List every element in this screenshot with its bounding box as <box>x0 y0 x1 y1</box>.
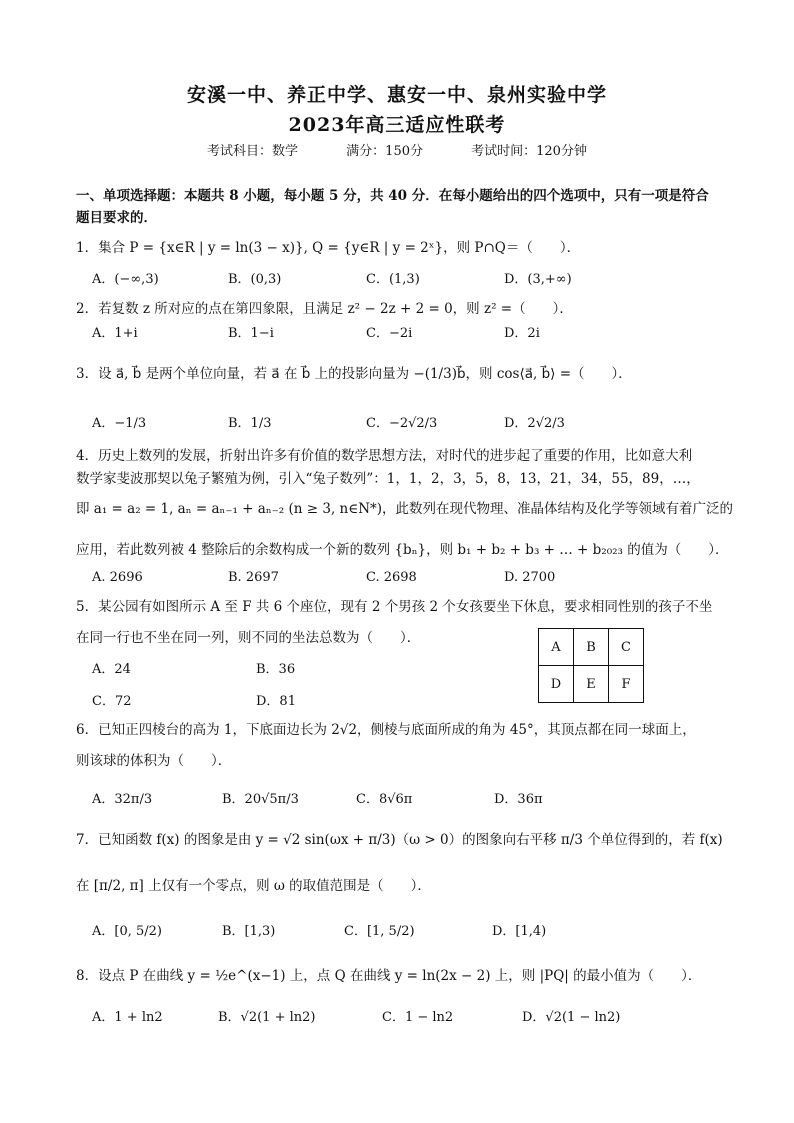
seat-cell: B <box>574 629 609 666</box>
question-8-stem: 8．设点 P 在曲线 y = ½e^(x−1) 上，点 Q 在曲线 y = ln(2x − 2) 上，则 |PQ| 的最小值为（ ）． <box>76 968 702 984</box>
exam-score: 满分：150分 <box>346 144 423 159</box>
q6-option-b: B．20√5π/3 <box>222 792 299 807</box>
seat-cell: D <box>539 666 574 703</box>
q4-option-c: C. 2698 <box>366 570 417 585</box>
q7-option-d: D．[1,4) <box>492 924 547 939</box>
question-7-stem-line1: 7．已知函数 f(x) 的图象是由 y = √2 sin(ωx + π/3)（ω > 0）的图象向右平移 π/3 个单位得到的，若 f(x) <box>76 832 723 848</box>
q4-option-a: A. 2696 <box>92 570 143 585</box>
exam-time: 考试时间：120分钟 <box>471 144 587 159</box>
q3-option-d: D．2√2/3 <box>504 416 565 431</box>
question-6-stem-line1: 6．已知正四棱台的高为 1，下底面边长为 2√2，侧棱与底面所成的角为 45°，其顶点都在同一球面上， <box>76 722 696 738</box>
question-1-stem: 1．集合 P = {x∈R | y = ln(3 − x)}, Q = {y∈R | y = 2ˣ}，则 P∩Q＝（ ）． <box>76 240 581 256</box>
q1-option-c: C．(1,3) <box>366 272 420 287</box>
seat-cell: F <box>609 666 644 703</box>
q8-option-d: D．√2(1 − ln2) <box>522 1010 621 1025</box>
q2-option-c: C．−2i <box>366 326 413 341</box>
q5-option-d: D．81 <box>256 694 296 709</box>
exam-subject: 考试科目：数学 <box>207 144 299 159</box>
seat-cell: E <box>574 666 609 703</box>
seat-row <box>539 629 644 666</box>
q3-option-b: B．1/3 <box>228 416 272 431</box>
seat-diagram <box>538 628 644 703</box>
question-3-stem: 3．设 a⃗, b⃗ 是两个单位向量，若 a⃗ 在 b⃗ 上的投影向量为 −(1/3)b⃗，则 cos⟨a⃗, b⃗⟩ =（ ）． <box>76 366 632 382</box>
q1-option-b: B．(0,3) <box>228 272 282 287</box>
q6-option-c: C．8√6π <box>356 792 413 807</box>
question-2-stem: 2．若复数 z 所对应的点在第四象限，且满足 z² − 2z + 2 = 0，则 z² =（ ）． <box>76 301 573 317</box>
question-4-stem-line4: 应用，若此数列被 4 整除后的余数构成一个新的数列 {bₙ}，则 b₁ + b₂ + b₃ + … + b₂₀₂₃ 的值为（ ）． <box>76 542 729 558</box>
q4-option-b: B. 2697 <box>228 570 279 585</box>
q7-option-c: C．[1, 5/2) <box>344 924 415 939</box>
q2-option-d: D．2i <box>504 326 540 341</box>
seat-row <box>539 666 644 703</box>
q8-option-a: A．1 + ln2 <box>92 1010 163 1025</box>
q4-option-d: D. 2700 <box>504 570 556 585</box>
question-5-stem-line2: 在同一行也不坐在同一列，则不同的坐法总数为（ ）． <box>76 630 421 646</box>
q7-option-b: B．[1,3) <box>222 924 276 939</box>
q2-option-b: B．1−i <box>228 326 274 341</box>
q1-option-d: D．(3,+∞) <box>504 272 572 287</box>
exam-title-schools: 安溪一中、养正中学、惠安一中、泉州实验中学 <box>186 84 607 106</box>
q6-option-d: D．36π <box>494 792 543 807</box>
question-4-stem-line1: 4．历史上数列的发展，折射出许多有价值的数学思想方法，对时代的进步起了重要的作用，比如意大利 <box>76 448 693 464</box>
exam-meta <box>0 140 794 159</box>
question-5-stem-line1: 5．某公园有如图所示 A 至 F 共 6 个座位，现有 2 个男孩 2 个女孩要坐下休息，要求相同性别的孩子不坐 <box>76 599 713 615</box>
q1-option-a: A．(−∞,3) <box>92 272 159 287</box>
section-heading-cont: 题目要求的． <box>76 210 157 226</box>
question-7-stem-line2: 在 [π/2, π] 上仅有一个零点，则 ω 的取值范围是（ ）． <box>76 878 431 894</box>
question-6-stem-line2: 则该球的体积为（ ）． <box>76 753 232 769</box>
q2-option-a: A．1+i <box>92 326 138 341</box>
question-4-stem-line2: 数学家斐波那契以兔子繁殖为例，引入“兔子数列”：1，1，2，3，5，8，13，21，34，55，89，…， <box>76 471 700 487</box>
question-4-stem-line3: 即 a₁ = a₂ = 1, aₙ = aₙ₋₁ + aₙ₋₂ (n ≥ 3, n∈N*)，此数列在现代物理、准晶体结构及化学等领域有着广泛的 <box>76 501 734 517</box>
seat-cell: C <box>609 629 644 666</box>
q8-option-b: B．√2(1 + ln2) <box>218 1010 316 1025</box>
q3-option-a: A．−1/3 <box>92 416 147 431</box>
q6-option-a: A．32π/3 <box>92 792 153 807</box>
q7-option-a: A．[0, 5/2) <box>92 924 162 939</box>
q3-option-c: C．−2√2/3 <box>366 416 438 431</box>
q5-option-a: A．24 <box>92 662 131 677</box>
q8-option-c: C．1 − ln2 <box>382 1010 454 1025</box>
section-heading: 一、单项选择题：本题共 8 小题，每小题 5 分，共 40 分．在每小题给出的四个选项中，只有一项是符合 <box>76 188 709 204</box>
q5-option-b: B．36 <box>256 662 296 677</box>
seat-cell: A <box>539 629 574 666</box>
exam-title-name: 2023年高三适应性联考 <box>288 114 506 136</box>
q5-option-c: C．72 <box>92 694 132 709</box>
